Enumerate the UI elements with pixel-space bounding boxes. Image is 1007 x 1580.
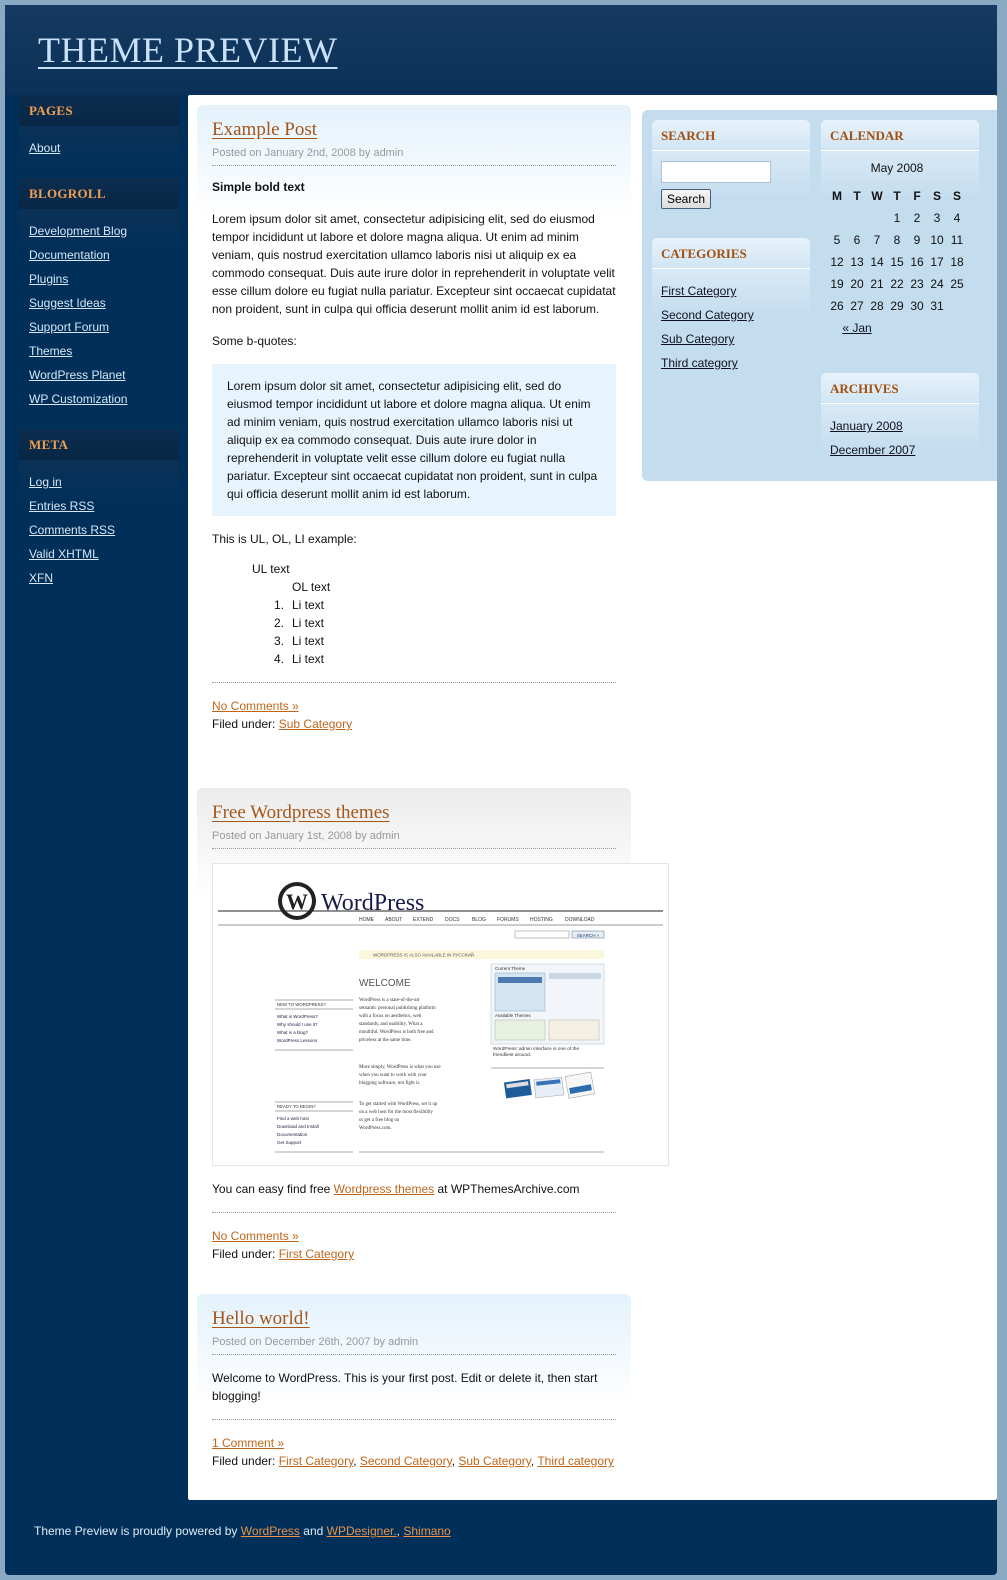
svg-text:blogging software, not fight i: blogging software, not fight it. <box>359 1081 421 1086</box>
archives-list <box>830 414 970 462</box>
week-row: 5 6 7 8 9 10 11 <box>833 233 964 247</box>
blogroll-link[interactable]: Support Forum <box>29 320 110 334</box>
svg-text:with a focus on aesthetics, we: with a focus on aesthetics, web <box>359 1014 422 1019</box>
svg-text:More simply, WordPress is what: More simply, WordPress is what you use <box>359 1065 441 1070</box>
list-item <box>29 387 169 411</box>
list-item: 3. Li text <box>274 634 325 648</box>
svg-text:NEW TO WORDPRESS?: NEW TO WORDPRESS? <box>277 1002 326 1007</box>
footer-and: and <box>303 1524 324 1538</box>
svg-text:W: W <box>286 889 308 914</box>
svg-text:Why should I use it?: Why should I use it? <box>277 1022 318 1027</box>
post-body <box>212 178 616 668</box>
left-sidebar <box>19 95 179 608</box>
calendar-prev-link[interactable]: « Jan <box>842 321 872 335</box>
category-link[interactable]: First Category <box>278 1454 354 1468</box>
svg-text:WordPress.com.: WordPress.com. <box>359 1126 392 1131</box>
meta-list <box>19 460 179 596</box>
svg-text:when you want to work with you: when you want to work with your <box>359 1073 427 1078</box>
svg-text:HOME: HOME <box>359 917 374 923</box>
calendar-title: CALENDAR <box>821 120 979 151</box>
svg-text:WordPress is a state-of-the-ar: WordPress is a state-of-the-art <box>359 998 420 1003</box>
svg-text:WordPress: WordPress <box>321 890 425 916</box>
svg-text:What is WordPress?: What is WordPress? <box>277 1014 318 1019</box>
text-after-link: at WPThemesArchive.com <box>437 1182 580 1196</box>
category-link[interactable]: Sub Category <box>661 332 735 346</box>
list-item <box>29 339 169 363</box>
list-item <box>661 279 801 303</box>
svg-text:WordPress Lessons: WordPress Lessons <box>277 1038 318 1043</box>
category-link[interactable]: Second Category <box>661 308 754 322</box>
blogroll-link[interactable]: Development Blog <box>29 224 128 238</box>
list-item <box>29 494 169 518</box>
page-link-about[interactable]: About <box>29 141 61 155</box>
categories-list <box>661 279 801 375</box>
site-header <box>5 5 997 95</box>
blogroll-list <box>19 209 179 417</box>
meta-link-entries-rss[interactable]: Entries RSS <box>29 499 95 513</box>
text-before-link: You can easy find free <box>212 1182 331 1196</box>
svg-text:Current Theme: Current Theme <box>495 966 526 971</box>
filed-label: Filed under: <box>212 1247 276 1261</box>
list-item <box>29 315 169 339</box>
comments-link[interactable]: 1 Comment » <box>212 1436 285 1450</box>
categories-widget <box>652 238 810 381</box>
list-item <box>29 219 169 243</box>
svg-text:Get Support: Get Support <box>277 1140 302 1145</box>
category-link[interactable]: Sub Category <box>278 717 353 731</box>
list-item <box>830 438 970 462</box>
post-body <box>212 1369 616 1405</box>
list-item <box>29 136 169 160</box>
blogroll-link[interactable]: WordPress Planet <box>29 368 126 382</box>
pages-widget <box>19 95 179 166</box>
list-item <box>29 243 169 267</box>
svg-text:READY TO BEGIN?: READY TO BEGIN? <box>277 1104 316 1109</box>
list-item <box>29 566 169 590</box>
svg-text:Download and Install: Download and Install <box>277 1124 319 1129</box>
category-link[interactable]: First Category <box>661 284 737 298</box>
categories-title: CATEGORIES <box>652 238 810 269</box>
meta-link-xfn[interactable]: XFN <box>29 571 53 585</box>
list-item <box>29 363 169 387</box>
category-link[interactable]: Second Category <box>359 1454 452 1468</box>
svg-text:DOCS: DOCS <box>445 917 460 923</box>
svg-text:Available Themes: Available Themes <box>495 1013 531 1018</box>
list-item <box>29 518 169 542</box>
svg-text:friendliest around.: friendliest around. <box>493 1053 532 1058</box>
list-item: 4. Li text <box>274 652 325 666</box>
meta-link-xhtml[interactable]: Valid XHTML <box>29 547 99 561</box>
paragraph: Lorem ipsum dolor sit amet, consectetur adipisicing elit, sed do eiusmod tempor incididunt ut labore et dolore magna aliqua. Ut enim ad minim veniam, quis nostrud exercitation ullamco laboris nisi ut aliquip ex ea commodo consequat. Duis aute irure dolor in reprehenderit in voluptate velit esse cillum dolore eu fugiat nulla pariatur. Excepteur sint occaecat cupidatat non proident, sunt in culpa qui officia deserunt mollit anim id est laborum. <box>212 212 616 316</box>
footer-text: Theme Preview is proudly powered by <box>34 1524 238 1538</box>
bquote-label: Some b-quotes: <box>212 334 297 348</box>
svg-text:priceless at the same time.: priceless at the same time. <box>359 1038 412 1043</box>
svg-text:HOSTING: HOSTING <box>530 917 553 923</box>
archives-body <box>821 404 979 468</box>
svg-text:EXTEND: EXTEND <box>413 917 434 923</box>
footer-wordpress-link[interactable]: WordPress <box>240 1524 300 1538</box>
footer-wpdesigner-link[interactable]: WPDesigner. <box>326 1524 397 1538</box>
wordpress-screenshot-svg <box>213 864 669 1166</box>
svg-text:or get a free blog on: or get a free blog on <box>359 1118 400 1123</box>
list-item: 2. Li text <box>274 616 325 630</box>
filed-label: Filed under: <box>212 717 276 731</box>
unordered-list <box>212 560 616 668</box>
meta-link-comments-rss[interactable]: Comments RSS <box>29 523 116 537</box>
pages-title: PAGES <box>19 95 179 126</box>
svg-text:BLOG: BLOG <box>472 917 486 923</box>
post-meta: Posted on January 1st, 2008 by admin <box>212 830 616 849</box>
blogroll-link[interactable]: Documentation <box>29 248 110 262</box>
search-input[interactable] <box>661 161 771 183</box>
meta-widget <box>19 429 179 596</box>
search-widget <box>652 120 810 215</box>
category-link[interactable]: First Category <box>278 1247 355 1261</box>
svg-text:FORUMS: FORUMS <box>497 917 519 923</box>
svg-text:WORDPRESS IS ALSO AVAILABLE IN: WORDPRESS IS ALSO AVAILABLE IN РУССКИЙ. <box>373 952 476 958</box>
ol-text: OL text <box>292 580 331 594</box>
wordpress-screenshot-image <box>212 863 669 1166</box>
category-link[interactable]: Third category <box>537 1454 615 1468</box>
categories-body <box>652 269 810 381</box>
search-title: SEARCH <box>652 120 810 151</box>
page-frame <box>5 5 997 1575</box>
blockquote: Lorem ipsum dolor sit amet, consectetur adipisicing elit, sed do eiusmod tempor incididunt ut labore et dolore magna aliqua. Ut enim ad minim veniam, quis nostrud exercitation ullamco laboris nisi ut aliquip ex ea commodo consequat. Duis aute irure dolor in reprehenderit in voluptate velit esse cillum dolore eu fugiat nulla pariatur. Excepteur sint occaecat cupidatat non proident, sunt in culpa qui officia deserunt mollit anim id est laborum. <box>212 364 616 516</box>
svg-text:mouthful. WordPress is both fr: mouthful. WordPress is both free and <box>359 1030 434 1035</box>
blogroll-link[interactable]: Plugins <box>29 272 69 286</box>
list-label: This is UL, OL, LI example: <box>212 532 357 546</box>
site-footer <box>34 1524 451 1538</box>
calendar-caption: May 2008 <box>870 161 924 175</box>
list-item <box>29 291 169 315</box>
archive-link[interactable]: January 2008 <box>830 419 903 433</box>
category-link[interactable]: Third category <box>661 356 738 370</box>
post-footer: 1 Comment » Filed under: First Category, Second Category, Sub Category, Third category <box>212 1419 616 1470</box>
post-footer <box>212 1212 616 1263</box>
list-item <box>661 351 801 375</box>
svg-text:To get started with WordPress,: To get started with WordPress, set it up <box>359 1102 438 1107</box>
ordered-list <box>252 578 616 668</box>
search-body <box>652 151 810 215</box>
post-body <box>212 1180 616 1198</box>
archive-link[interactable]: December 2007 <box>830 443 916 457</box>
main-content <box>188 95 997 1500</box>
calendar-widget <box>821 120 979 345</box>
post-example <box>197 105 631 733</box>
calendar-body <box>821 151 979 345</box>
meta-link-login[interactable]: Log in <box>29 475 62 489</box>
svg-text:What is a blog?: What is a blog? <box>277 1030 309 1035</box>
svg-text:Documentation: Documentation <box>277 1132 308 1137</box>
site-title-link[interactable]: THEME PREVIEW <box>38 30 338 70</box>
svg-text:on a web host for the most fle: on a web host for the most flexibility <box>359 1110 434 1115</box>
blogroll-link[interactable]: Suggest Ideas <box>29 296 106 310</box>
archives-title: ARCHIVES <box>821 373 979 404</box>
svg-text:DOWNLOAD: DOWNLOAD <box>565 917 595 923</box>
list-item <box>661 327 801 351</box>
post-free-themes <box>197 788 631 1263</box>
svg-text:SEARCH »: SEARCH » <box>576 933 600 938</box>
comments-link[interactable]: No Comments » <box>212 1229 299 1243</box>
category-link[interactable]: Sub Category <box>458 1454 531 1468</box>
comments-link[interactable]: No Comments » <box>212 699 299 713</box>
svg-text:semantic personal publishing p: semantic personal publishing platform <box>359 1006 436 1011</box>
archives-widget <box>821 373 979 468</box>
list-item <box>29 542 169 566</box>
paragraph: Welcome to WordPress. This is your first post. Edit or delete it, then start blogging! <box>212 1371 598 1403</box>
pages-list <box>19 126 179 166</box>
week-row: 19 20 21 22 23 24 25 <box>830 277 964 291</box>
ul-text: UL text <box>252 562 290 576</box>
list-item <box>29 267 169 291</box>
post-title-link[interactable]: Free Wordpress themes <box>212 802 390 823</box>
svg-text:standards, and usability. What: standards, and usability. What a <box>359 1022 423 1027</box>
search-button[interactable]: Search <box>661 189 711 209</box>
weekday-row: M T W T F S S <box>832 189 961 203</box>
post-meta: Posted on January 2nd, 2008 by admin <box>212 147 616 166</box>
svg-text:ABOUT: ABOUT <box>385 917 403 923</box>
right-sidebar <box>642 110 997 481</box>
list-item: 1. Li text <box>274 598 325 612</box>
blogroll-link[interactable]: WP Customization <box>29 392 128 406</box>
week-row: 26 27 28 29 30 31 <box>830 299 944 313</box>
bold-text: Simple bold text <box>212 180 305 194</box>
wordpress-themes-link[interactable]: Wordpress themes <box>333 1182 435 1196</box>
post-title-link[interactable]: Hello world! <box>212 1308 310 1329</box>
post-hello-world <box>197 1294 631 1470</box>
list-item <box>661 303 801 327</box>
post-meta: Posted on December 26th, 2007 by admin <box>212 1336 616 1355</box>
blogroll-widget <box>19 178 179 417</box>
calendar-table <box>827 155 967 339</box>
nav-row <box>827 317 967 339</box>
week-row: 12 13 14 15 16 17 18 <box>830 255 964 269</box>
footer-shimano-link[interactable]: Shimano <box>403 1524 451 1538</box>
list-item <box>29 470 169 494</box>
meta-title: META <box>19 429 179 460</box>
blogroll-link[interactable]: Themes <box>29 344 73 358</box>
footer-separator: , <box>396 1524 401 1538</box>
filed-label: Filed under: <box>212 1454 276 1468</box>
blogroll-title: BLOGROLL <box>19 178 179 209</box>
svg-text:WELCOME: WELCOME <box>359 978 411 989</box>
list-item <box>830 414 970 438</box>
week-row: 1 2 3 4 <box>893 211 961 225</box>
post-title-link[interactable]: Example Post <box>212 119 318 140</box>
post-footer <box>212 682 616 733</box>
svg-text:WordPress' admin interface is: WordPress' admin interface is one of the <box>493 1047 580 1052</box>
svg-text:Find a web host: Find a web host <box>277 1116 309 1121</box>
